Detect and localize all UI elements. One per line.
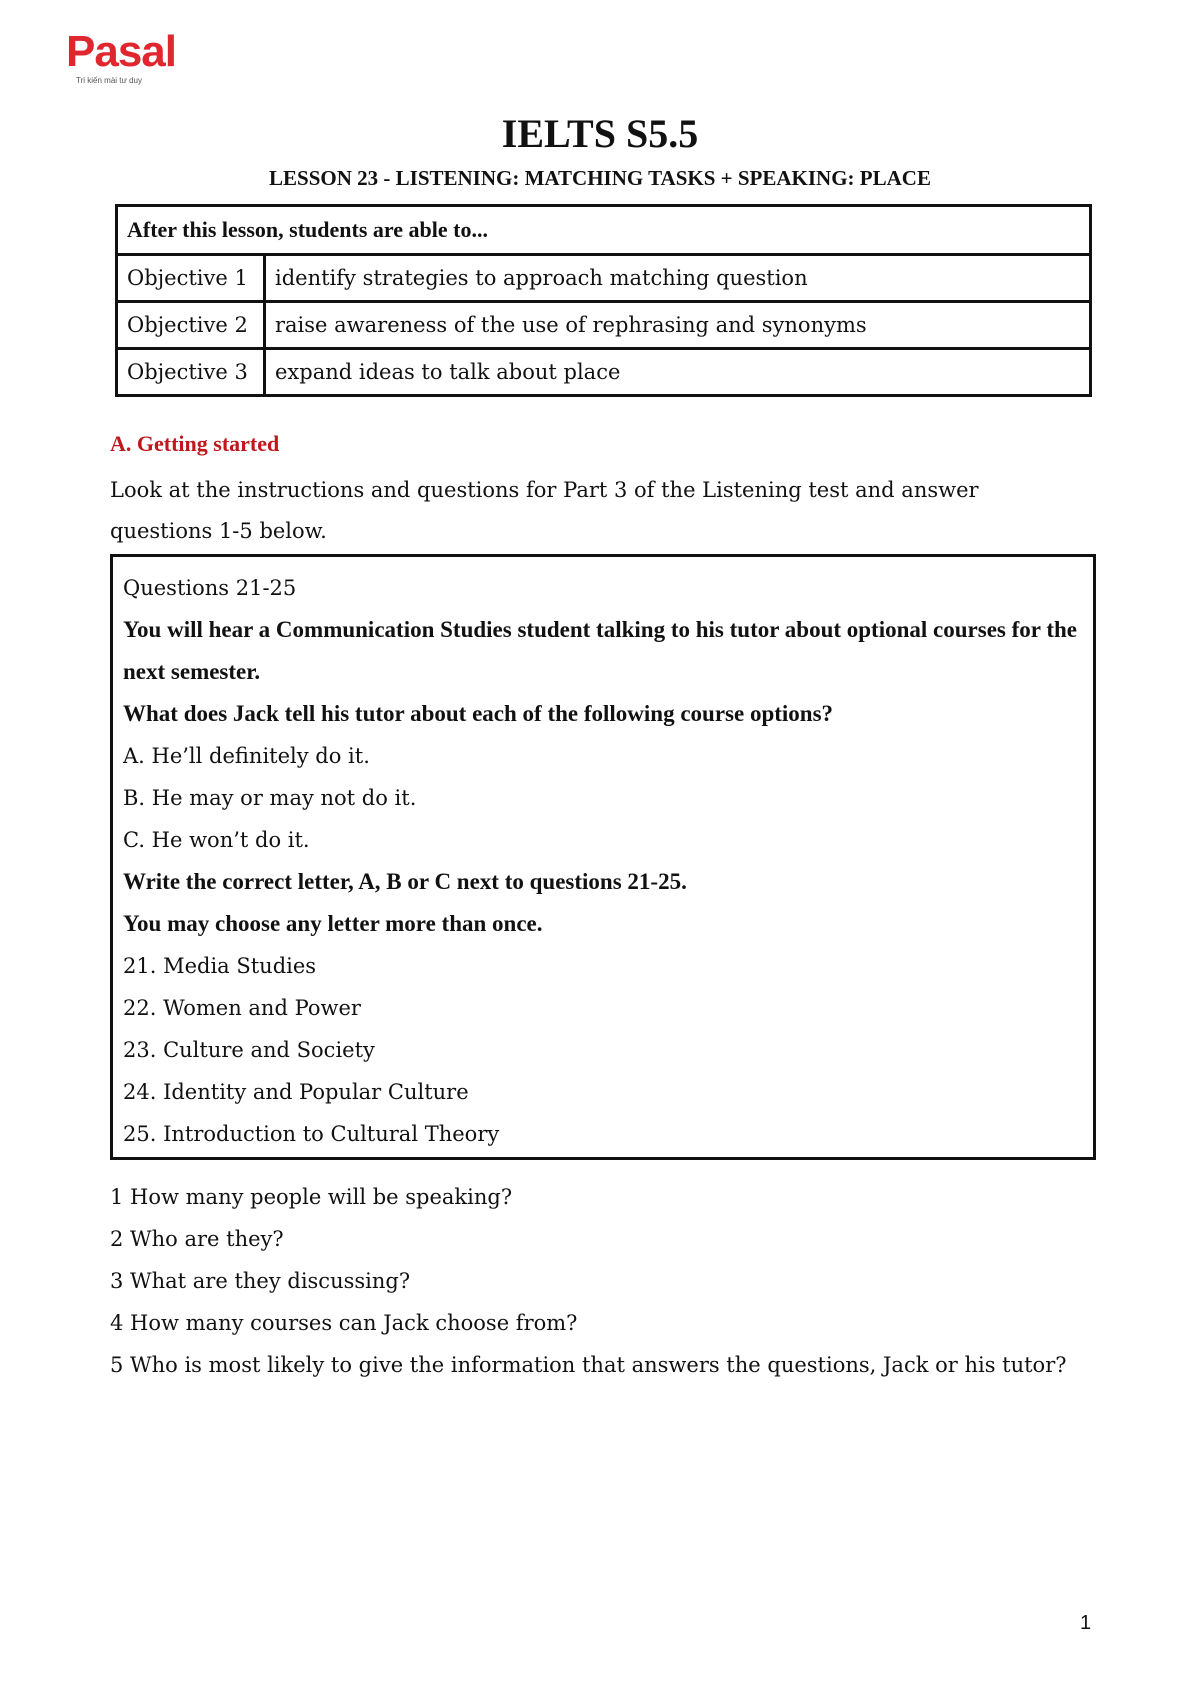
objective-label: Objective 2 bbox=[117, 302, 265, 349]
warmup-question: 2 Who are they? bbox=[110, 1227, 284, 1251]
course-item: 25. Introduction to Cultural Theory bbox=[123, 1122, 500, 1146]
question-box-instruction: Write the correct letter, A, B or C next to questions 21-25. bbox=[123, 869, 687, 894]
warmup-question: 5 Who is most likely to give the information that answers the questions, Jack or his tutor? bbox=[110, 1353, 1067, 1377]
question-box-instruction: You will hear a Communication Studies student talking to his tutor about optional courses for the next semester. bbox=[123, 617, 1077, 684]
objectives-header: After this lesson, students are able to... bbox=[117, 206, 1091, 255]
objective-row bbox=[117, 255, 1091, 302]
question-box bbox=[110, 554, 1096, 1160]
document-subtitle: LESSON 23 - LISTENING: MATCHING TASKS + SPEAKING: PLACE bbox=[269, 166, 931, 190]
objective-label: Objective 1 bbox=[117, 255, 265, 302]
warmup-question: 1 How many people will be speaking? bbox=[110, 1185, 513, 1209]
warmup-question: 4 How many courses can Jack choose from? bbox=[110, 1311, 578, 1335]
brand-tagline: Tri kiến mài tư duy bbox=[76, 76, 142, 85]
section-a-intro: Look at the instructions and questions for Part 3 of the Listening test and answer questions 1-5 below. bbox=[110, 478, 979, 543]
objective-text: identify strategies to approach matching question bbox=[265, 255, 1091, 302]
document-title: IELTS S5.5 bbox=[501, 111, 699, 156]
section-a-heading: A. Getting started bbox=[110, 431, 280, 456]
objective-row bbox=[117, 349, 1091, 396]
course-item: 24. Identity and Popular Culture bbox=[123, 1080, 469, 1104]
question-box-instruction: You may choose any letter more than once. bbox=[123, 911, 543, 936]
answer-option: C. He won’t do it. bbox=[123, 828, 310, 852]
objective-text: expand ideas to talk about place bbox=[265, 349, 1091, 396]
course-item: 21. Media Studies bbox=[123, 954, 317, 978]
objective-label: Objective 3 bbox=[117, 349, 265, 396]
brand-logo bbox=[66, 27, 176, 85]
objective-row bbox=[117, 302, 1091, 349]
page-number: 1 bbox=[1080, 1612, 1092, 1634]
warmup-question: 3 What are they discussing? bbox=[110, 1269, 411, 1293]
objectives-table bbox=[115, 204, 1092, 397]
course-item: 22. Women and Power bbox=[123, 996, 361, 1020]
answer-option: B. He may or may not do it. bbox=[123, 786, 417, 810]
answer-option: A. He’ll definitely do it. bbox=[123, 744, 370, 768]
question-box-instruction: What does Jack tell his tutor about each of the following course options? bbox=[123, 701, 834, 726]
objectives-header-row bbox=[117, 206, 1091, 255]
objective-text: raise awareness of the use of rephrasing and synonyms bbox=[265, 302, 1091, 349]
warmup-questions bbox=[110, 1176, 1100, 1386]
brand-name: Pasal bbox=[66, 27, 176, 76]
question-box-title: Questions 21-25 bbox=[123, 576, 297, 600]
course-item: 23. Culture and Society bbox=[123, 1038, 375, 1062]
